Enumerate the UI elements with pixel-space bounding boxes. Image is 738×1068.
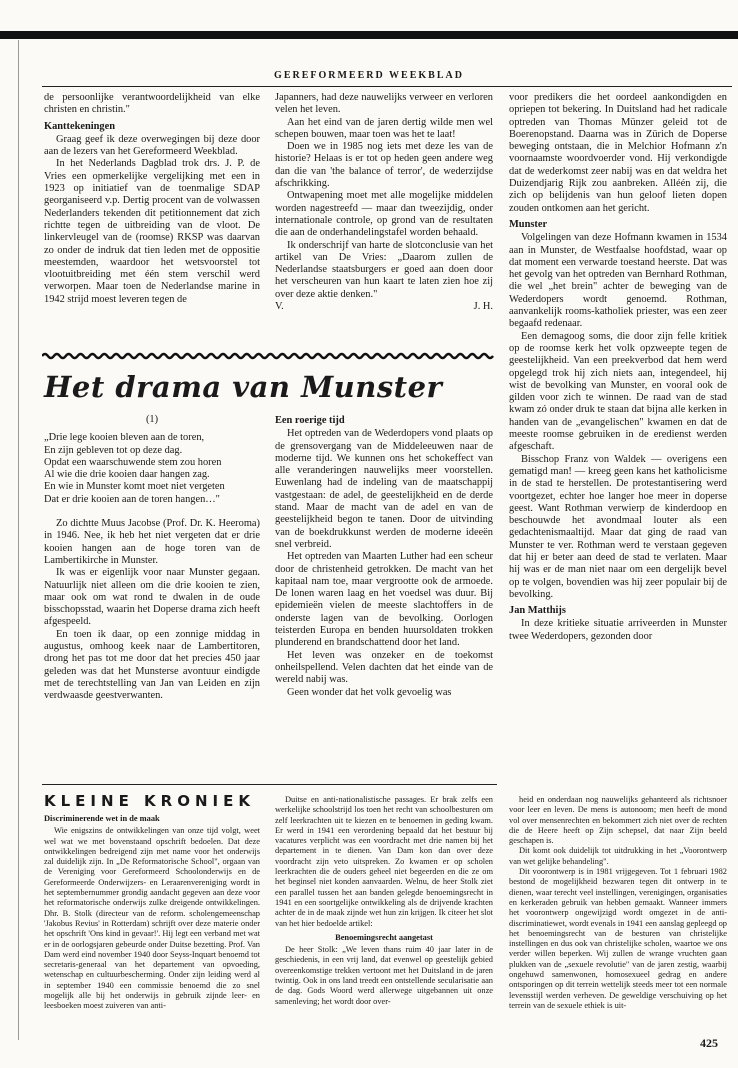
subheading: Benoemingsrecht aangetast [335,932,433,942]
paragraph: Aan het eind van de jaren dertig wilde men wel schepen bouwen, maar toen was het te laat! [275,116,493,140]
subheading: Jan Matthijs [509,605,566,617]
paragraph: Het optreden van Maarten Luther had een scheur door de christenheid getrokken. De macht van het kapitaal nam toe, maar vergrootte ook de armoede. De lonen waren laag en het voedsel was duur. Bij epidemieën vielen de meeste slachtoffers in de onderste lagen van de bevolking. Oorlogen teisterden Europa en benden huursoldaten trokken plunderend en brandschattend door het land. [275,551,493,649]
paragraph: Het optreden van de Wederdopers vond plaats op de grensovergang van de Middeleeuwen naar de moderne tijd. We kunnen ons het schokeffect van alle veranderingen nauwelijks meer voorstellen. Euwenlang had de indeling van de maatschappij vastgestaan: de adel, de geestelijkheid en de derde stand. Maar de macht van de adel en van de geestelijkheid begon te tanen. Door de uitvinding van de boekdrukkunst werden de moderne ideeën snel verbreid. [275,428,493,550]
running-header: GEREFORMEERD WEEKBLAD [274,70,464,81]
paragraph: En toen ik daar, op een zonnige middag in augustus, omhoog keek naar de Lambertitoren, drong het pas tot me door dat het precies 450 jaar geleden was dat het Munsterse avontuur eindigde met de terechtstelling van Jan van Leiden en zijn verdwaasde geestverwanten. [44,628,260,702]
paragraph: In deze kritieke situatie arriveerden in Munster twee Wederdopers, gezonden door [509,618,727,642]
poem-line: Dat er drie kooien aan de toren hangen…" [44,493,220,505]
poem [44,432,260,506]
subheading: Munster [509,218,548,230]
paragraph: Japanners, had deze nauwelijks verweer en verloren velen het leven. [275,92,493,116]
paragraph: Wie enigszins de ontwikkelingen van onze tijd volgt, weet wel wat we met bovenstaand opschrift bedoelen. Dat deze ontwikkelingen bedreigend zijn met name voor het onderwijs zal duidelijk zijn. In „De Reformatorische School", orgaan van de Vereniging voor Gereformeerd Schoolonderwijs en de Gereformeerde Onderwijzers- en Leraarenvereniging wordt in het septembernummer grondig aandacht gegeven aan deze voor het reformatorische onderwijs zulke dreigende ontwikkelingen. Dhr. B. Stolk (directeur van de reform. scholengemeenschap 'Jakobus Revius' in Rotterdam) schrijft over deze materie onder het opschrift 'Ons kind in gevaar!'. Hij legt een verband met wat er in de oorlogsjaren gebeurde onder Duitse bezetting. Prof. Van Dam werd eind november 1940 door Seyss-Inquart benoemd tot secretaris-generaal van het departement van opvoeding, wetenschap en cultuurbescherming. Onder zijn leiding werd al in september 1940 een commissie benoemd die zo snel mogelijk alle bij het onderwijs in gebruik zijnde leer- en leesboeken moest zuiveren van anti- [44,826,260,1011]
kroniek-column-3 [509,795,727,1027]
top-column-2 [275,92,493,313]
paragraph: Graag geef ik deze overwegingen bij deze door aan de lezers van het Gereformeerd Weekblad. [44,133,260,158]
poem-line: Opdat een waarschuwende stem zou horen [44,456,222,468]
top-column-1 [44,92,260,306]
signature [275,301,493,313]
signature-left: V. [275,301,284,313]
paragraph: Duitse en anti-nationalistische passages. Er brak zelfs een werkelijke schoolstrijd los toen het recht van schoolbesturen om zelf leerkrachten uit te kiezen en te benoemen in geding kwam. Er werd in 1941 een verordening bepaald dat het bestuur bij vacatures verplicht was een voordracht met drie namen bij het departement in te dienen. Van Dam kon dan over deze voordracht zijn veto uitspreken. Zo kwamen er op scholen leerkrachten die de ouders geheel niet begeerden en die ze om het beginsel niet konden aanvaarden. Welnu, de heer Stolk ziet een parallel tussen het aan banden gelegde benoemingsrecht in 1941 en een soortgelijke ontwikkeling als de drijvende krachten achter de in de maak zijnde wet hun zin krijgen. Ik citeer het slot van het hier bedoelde artikel: [275,795,493,928]
right-column [509,92,727,785]
header-rule [42,86,732,87]
article-title: Het drama van Munster [44,370,443,404]
article-column-2 [275,411,493,699]
paragraph: de persoonlijke verantwoordelijkheid van elke christen en christin." [44,92,260,116]
binding-edge [18,40,19,1040]
paragraph: Zo dichtte Muus Jacobse (Prof. Dr. K. Heeroma) in 1946. Nee, ik heb het niet vergeten dat er drie kooien hangen aan de hoge toren van de Lambertikirche in Munster. [44,518,260,566]
paragraph: Bisschop Franz von Waldek — overigens een gematigd man! — kreeg geen kans het katholicisme in de stad te herstellen. De protestantisering werd voortgezet, echter hoe langer hoe meer in doperse geest. Want Rothman verwierp de kinderdoop en beschouwde het avondmaal louter als een gedachtenismaaltijd. Maar dat ging de raad van Munster te ver. Rothman werd te verstaan gegeven dat hij er beter aan deed de stad te verlaten. Maar hij was er de man niet naar om een dergelijk bevel op te volgen, bovendien was hij zeer populair bij de bevolking. [509,453,727,600]
paragraph: De heer Stolk: „We leven thans ruim 40 jaar later in de geschiedenis, in een vrij land, dat evenwel op geestelijk gebied overeenkomstige trekken vertoont met het Duitsland in de jaren twintig. Ook in ons land treedt een ontstellende secularisatie aan de dag. Gods Woord werd allerwege uitgebannen uit onze samenleving; het wordt door over- [275,945,493,1006]
poem-line: En zijn gebleven tot op deze dag. [44,444,183,456]
paragraph: In het Nederlands Dagblad trok drs. J. P. de Vries een opmerkelijke vergelijking met een in 1923 op initiatief van de toenmalige SDAP georganiseerd v.p. Dertig procent van de volwassen Nederlanders tekenden dit petitionnement dat zich richtte tegen de uitbreiding van de vloot. De linkervleugel van de (roomse) RKSP was daarvan zo onder de indruk dat tien leden met de oppositie meestemden, waardoor het wetsvoorstel tot vlootuitbreiding met één stem verschil werd verworpen. Maar toen de Nederlandse marine in 1942 strijd moest leveren tegen de [44,158,260,305]
paragraph: Dit komt ook duidelijk tot uitdrukking in het „Voorontwerp van wet gelijke behandeling". [509,846,727,866]
subheading: Discriminerende wet in de maak [44,814,160,823]
part-number: (1) [145,414,159,425]
kroniek-rule [42,784,497,785]
paragraph: Een demagoog soms, die door zijn felle kritiek op de roomse kerk het volk opzweepte tegen de geestelijkheid. Van een preekverbod dat hem werd opgelegd trok hij zich niets aan, integendeel, hij wist de bevolking van Munster, en vooral ook de gilden voor zich te winnen. De raad van de stad kwam zó onder druk te staan dat bijna alle kerken in handen van de „evangelischen" kwamen en dat de meeste roomse gebruiken in de eredienst werden afgeschaft. [509,330,727,453]
paragraph: Het leven was onzeker en de toekomst onheilspellend. Velen dachten dat het einde van de wereld nabij was. [275,649,493,686]
top-black-bar [0,31,738,39]
poem-line: Al wie die drie kooien daar hangen zag. [44,469,210,481]
paragraph: Doen we in 1985 nog iets met deze les van de historie? Helaas is er tot op heden geen andere weg dan die van 'the balance of terror', de wederzijdse afschrikking. [275,141,493,190]
poem-line: „Drie lege kooien bleven aan de toren, [44,432,205,444]
paragraph: voor predikers die het oordeel aankondigden en opriepen tot bekering. In Duitsland had het radicale optreden van Thomas Münzer geleid tot de Boerenopstand. Daarna was in Zürich de Doperse beweging ontstaan, die in Melchior Hofmann z'n voornaamste woordvoerder vond. Hij verkondigde dat de wederkomst zeer nabij was en dat weldra het Duizendjarig Rijk zou aanbreken. Alléén zij, die zich op belijdenis van hun geloof lieten dopen zouden ontkomen aan het gericht. [509,92,727,214]
paragraph: Geen wonder dat het volk gevoelig was [287,686,452,698]
article-column-1 [44,414,260,703]
article-body-1 [44,518,260,702]
paragraph: Ontwapening moet met alle mogelijke middelen worden nagestreefd — maar dan tweezijdig, onder internationale controle, op grond van de resultaten die aan de onderhandelingstafel worden behaald. [275,190,493,239]
paragraph: Ik was er eigenlijk voor naar Munster gegaan. Natuurlijk niet alleen om die drie kooien te zien, maar ook om wat rond te dwalen in de oude bisschopsstad, waarin het Doperse drama zich heeft afgespeeld. [44,567,260,628]
kroniek-column-2 [275,795,493,1007]
subheading: Kanttekeningen [44,120,116,132]
kroniek-column-1 [44,813,260,1012]
subheading: Een roerige tijd [275,415,345,426]
kroniek-title: KLEINE KRONIEK [44,792,255,810]
poem-line: En wie in Munster komt moet niet vergeten [44,481,225,493]
signature-right: J. H. [473,301,493,313]
wave-divider [42,351,497,361]
paragraph: heid en onderdaan nog nauwelijks gehanteerd als richtsnoer voor leer en leven. De mens is autonoom; men heeft de mond vol over mensenrechten en bekommert zich niet over de rechten die de Heere heeft op Zijn schepsel, dat naar Zijn beeld geschapen is. [509,795,727,846]
page-number: 425 [700,1036,718,1050]
paragraph: Dit voorontwerp is in 1981 vrijgegeven. Tot 1 februari 1982 bestond de mogelijkheid bezwaren tegen dit ontwerp in te dienen, waar terecht veel instellingen, verenigingen, organisaties en kerkeraden gebruik van hebben gemaakt. Wanneer immers het voorontwerp ongewijzigd wordt omgezet in de anti-discriminatiewet, wordt evenals in 1941 een aanslag gepleegd op het benoemingsrecht van de besturen van christelijke instellingen en dus ook van christelijke scholen, waartoe we ons verder willen beperken. Wij zullen de wrange vruchten gaan plukken van de „sexuele revolutie" van de jaren zestig, waarbij ongehuwd samenwonen, homosexueel gedrag en andere ontsporingen op dit terrein wettelijk steeds meer tot een normale levensstijl werden verheven. De geweldige verschuiving op het terrein van de sexuele ethiek is uit- [509,867,727,1010]
paragraph: Ik onderschrijf van harte de slotconclusie van het artikel van De Vries: „Daarom zullen de Nederlandse staatsburgers er goed aan doen door het verscheuren van hun kaart te laten zien hoe zij over deze aktie denken." [275,239,493,300]
paragraph: Volgelingen van deze Hofmann kwamen in 1534 aan in Munster, de Westfaalse hoofdstad, waar op dat moment een verwarde toestand heerste. Dat was het gevolg van het optreden van Bernhard Rothman, die wel „het brein" achter de beweging van de Wederdopers wordt genoemd. Rothman, aanvankelijk rooms-katholiek priester, was een zeer begaafd redenaar. [509,232,727,330]
